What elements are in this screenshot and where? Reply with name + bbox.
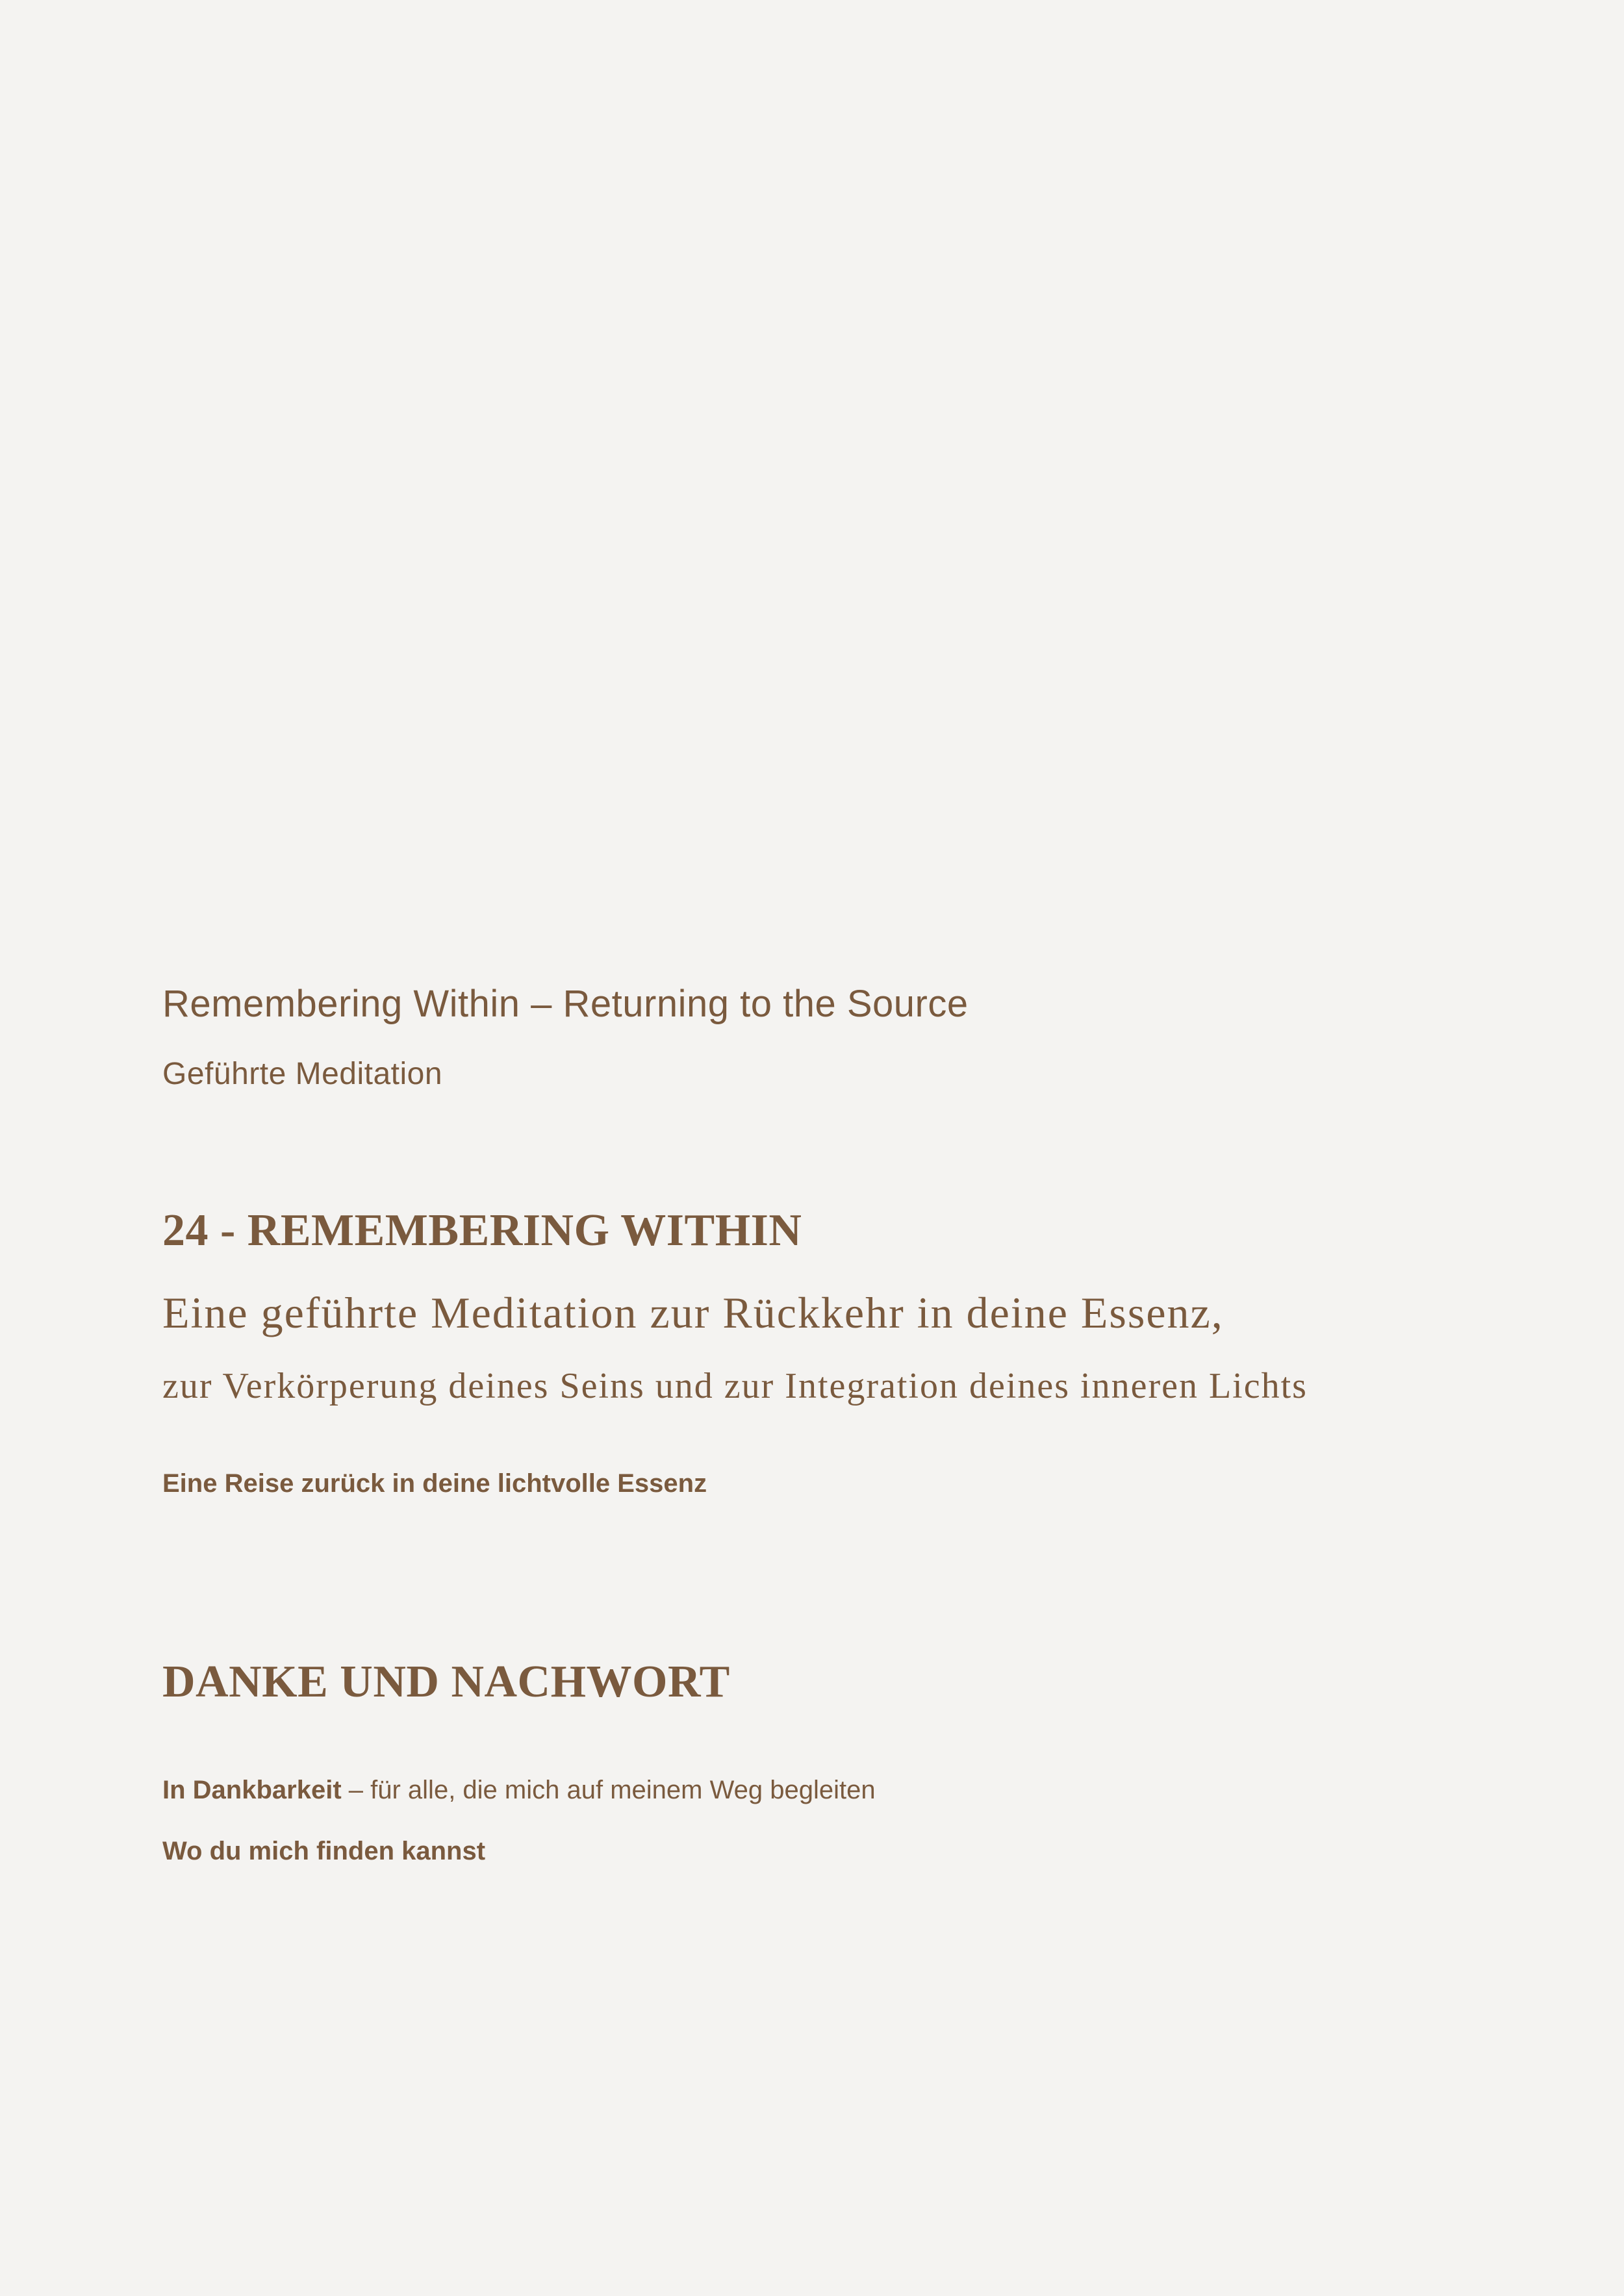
thanks-line [162, 1776, 876, 1805]
thanks-text: – für alle, die mich auf meinem Weg begleiten [341, 1776, 876, 1804]
chapter-description-line-2: zur Verkörperung deines Seins und zur Integration deines inneren Lichts [162, 1366, 1308, 1406]
find-me-label: Wo du mich finden kannst [162, 1837, 486, 1865]
chapter-heading: 24 - REMEMBERING WITHIN [162, 1205, 802, 1255]
chapter-tagline: Eine Reise zurück in deine lichtvolle Essenz [162, 1469, 707, 1498]
thanks-label: In Dankbarkeit [162, 1776, 342, 1804]
document-title: Remembering Within – Returning to the Source [162, 983, 969, 1025]
closing-heading: DANKE UND NACHWORT [162, 1657, 730, 1707]
chapter-description-line-1: Eine geführte Meditation zur Rückkehr in deine Essenz, [162, 1288, 1224, 1337]
document-subtitle: Geführte Meditation [162, 1057, 443, 1091]
